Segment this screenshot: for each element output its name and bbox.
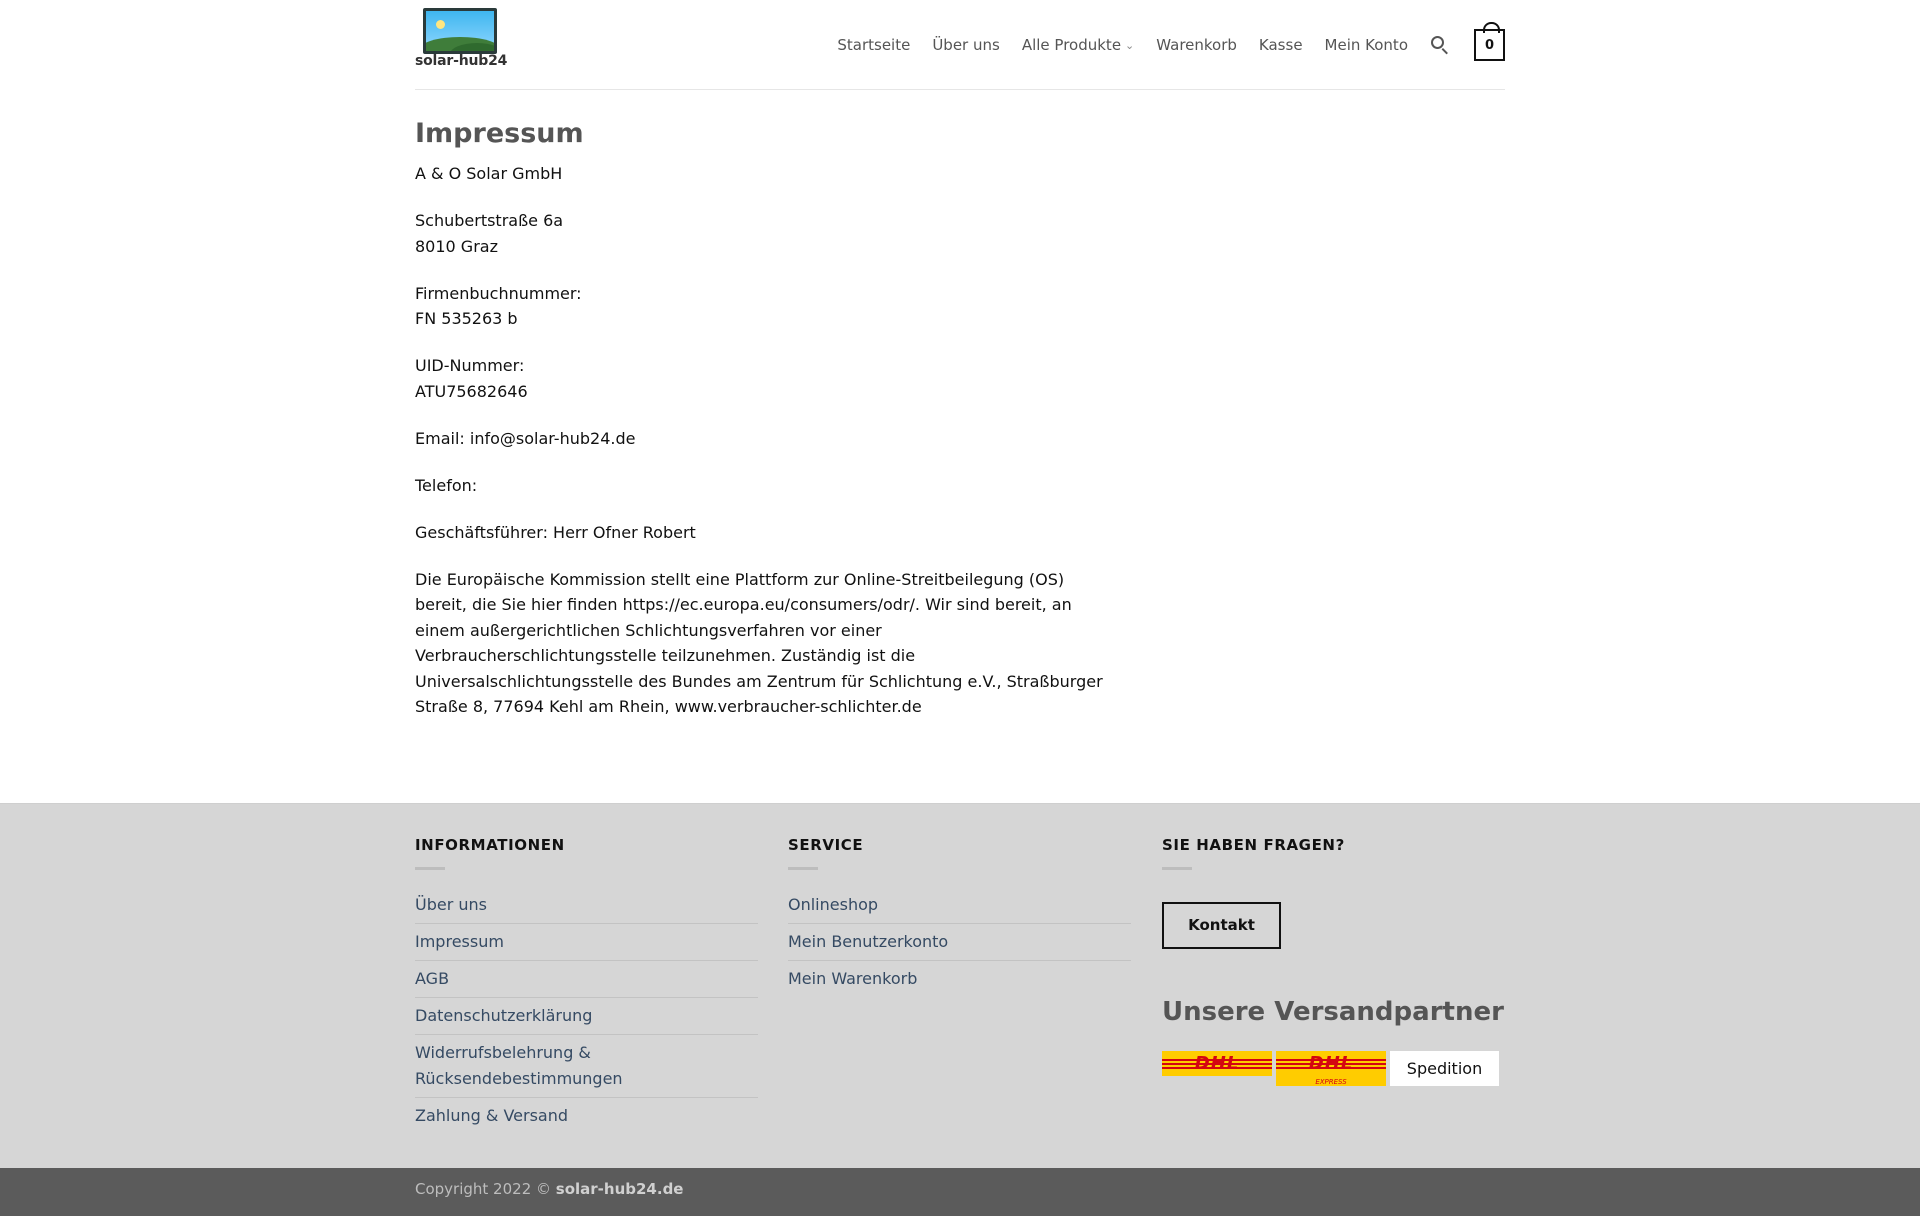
search-icon[interactable] (1430, 35, 1450, 55)
main-content (415, 118, 1505, 741)
footer-link-zahlung-versand[interactable]: Zahlung & Versand (415, 1106, 568, 1125)
shipping-partners (1162, 1051, 1505, 1086)
cart-count: 0 (1484, 37, 1495, 53)
copyright-brand[interactable]: solar-hub24.de (555, 1180, 684, 1198)
dhl-logo-text: DHL (1194, 1053, 1240, 1074)
impressum-content (415, 161, 1505, 720)
footer-link-agb[interactable]: AGB (415, 961, 758, 998)
company-register (415, 281, 1505, 332)
divider (1162, 867, 1192, 870)
dispute-resolution: Die Europäische Kommission stellt eine Plattform zur Online-Streitbeilegung (OS) bereit, die Sie hier finden https://ec.europa.eu/consumers/odr/. Wir sind bereit, an einem außergerichtlichen Schlichtungsverfahren vor einer Verbraucherschlichtungsstelle teilzunehmen. Zuständig ist die Universalschlichtungsstelle des Bundes am Zentrum für Schlichtung e.V., Straßburger Straße 8, 77694 Kehl am Rhein, www.verbraucher-schlichter.de (415, 569, 1103, 716)
footer-link-widerruf[interactable]: Widerrufsbelehrung & Rücksendebestimmungen (415, 1035, 758, 1098)
footer-link-onlineshop[interactable]: Onlineshop (788, 892, 1131, 924)
managing-director: Geschäftsführer: Herr Ofner Robert (415, 522, 696, 542)
uid-label: UID-Nummer: (415, 356, 525, 375)
email: Email: info@solar-hub24.de (415, 428, 636, 448)
copyright-bar (0, 1168, 1920, 1216)
chevron-down-icon: ⌄ (1125, 38, 1135, 52)
footer-informationen (415, 836, 758, 1134)
company-name: A & O Solar GmbH (415, 164, 563, 183)
divider (788, 867, 818, 870)
nav-alle-produkte-label: Alle Produkte (1021, 36, 1122, 54)
fn-label: Firmenbuchnummer: (415, 283, 582, 303)
dhl-express-subtext: EXPRESS (1315, 1078, 1347, 1086)
footer-questions-title: SIE HABEN FRAGEN? (1162, 836, 1345, 854)
vat-id (415, 353, 1505, 404)
footer-link-datenschutz[interactable]: Datenschutzerklärung (415, 998, 758, 1035)
footer-questions (1162, 836, 1505, 1086)
fn-value: FN 535263 b (415, 309, 518, 328)
address-street: Schubertstraße 6a (415, 211, 564, 230)
footer-link-warenkorb[interactable]: Mein Warenkorb (788, 969, 918, 988)
shipping-partners-title: Unsere Versandpartner (1162, 997, 1504, 1027)
divider (415, 867, 445, 870)
nav-warenkorb[interactable]: Warenkorb (1156, 36, 1237, 54)
nav-startseite[interactable]: Startseite (837, 36, 911, 54)
contact-button[interactable]: Kontakt (1162, 902, 1281, 949)
nav-mein-konto[interactable]: Mein Konto (1324, 36, 1408, 54)
footer-service (788, 836, 1131, 997)
nav-alle-produkte[interactable] (1022, 36, 1134, 54)
cart-icon[interactable] (1474, 29, 1505, 61)
footer-link-impressum[interactable]: Impressum (415, 924, 758, 961)
site-logo[interactable] (415, 8, 510, 72)
copyright-prefix: Copyright 2022 © (415, 1180, 556, 1198)
site-footer (0, 803, 1920, 1168)
nav-ueber-uns[interactable]: Über uns (932, 36, 1000, 54)
address (415, 208, 1505, 259)
spedition-badge: Spedition (1390, 1051, 1499, 1086)
footer-info-title: INFORMATIONEN (415, 836, 565, 854)
page-title: Impressum (415, 118, 584, 149)
footer-link-benutzerkonto[interactable]: Mein Benutzerkonto (788, 924, 1131, 961)
logo-image (423, 8, 497, 54)
logo-text: solar-hub24 (415, 53, 508, 69)
nav-kasse[interactable]: Kasse (1258, 36, 1303, 54)
dhl-logo (1162, 1051, 1272, 1076)
copyright-text (415, 1180, 683, 1198)
uid-value: ATU75682646 (415, 381, 528, 401)
address-city: 8010 Graz (415, 236, 498, 256)
footer-service-title: SERVICE (788, 836, 864, 854)
main-nav (815, 28, 1505, 62)
phone: Telefon: (415, 475, 478, 495)
dhl-express-logo-text: DHL (1308, 1053, 1354, 1074)
footer-link-ueber-uns[interactable]: Über uns (415, 892, 758, 924)
dhl-express-logo (1276, 1051, 1386, 1086)
site-header (415, 0, 1505, 90)
